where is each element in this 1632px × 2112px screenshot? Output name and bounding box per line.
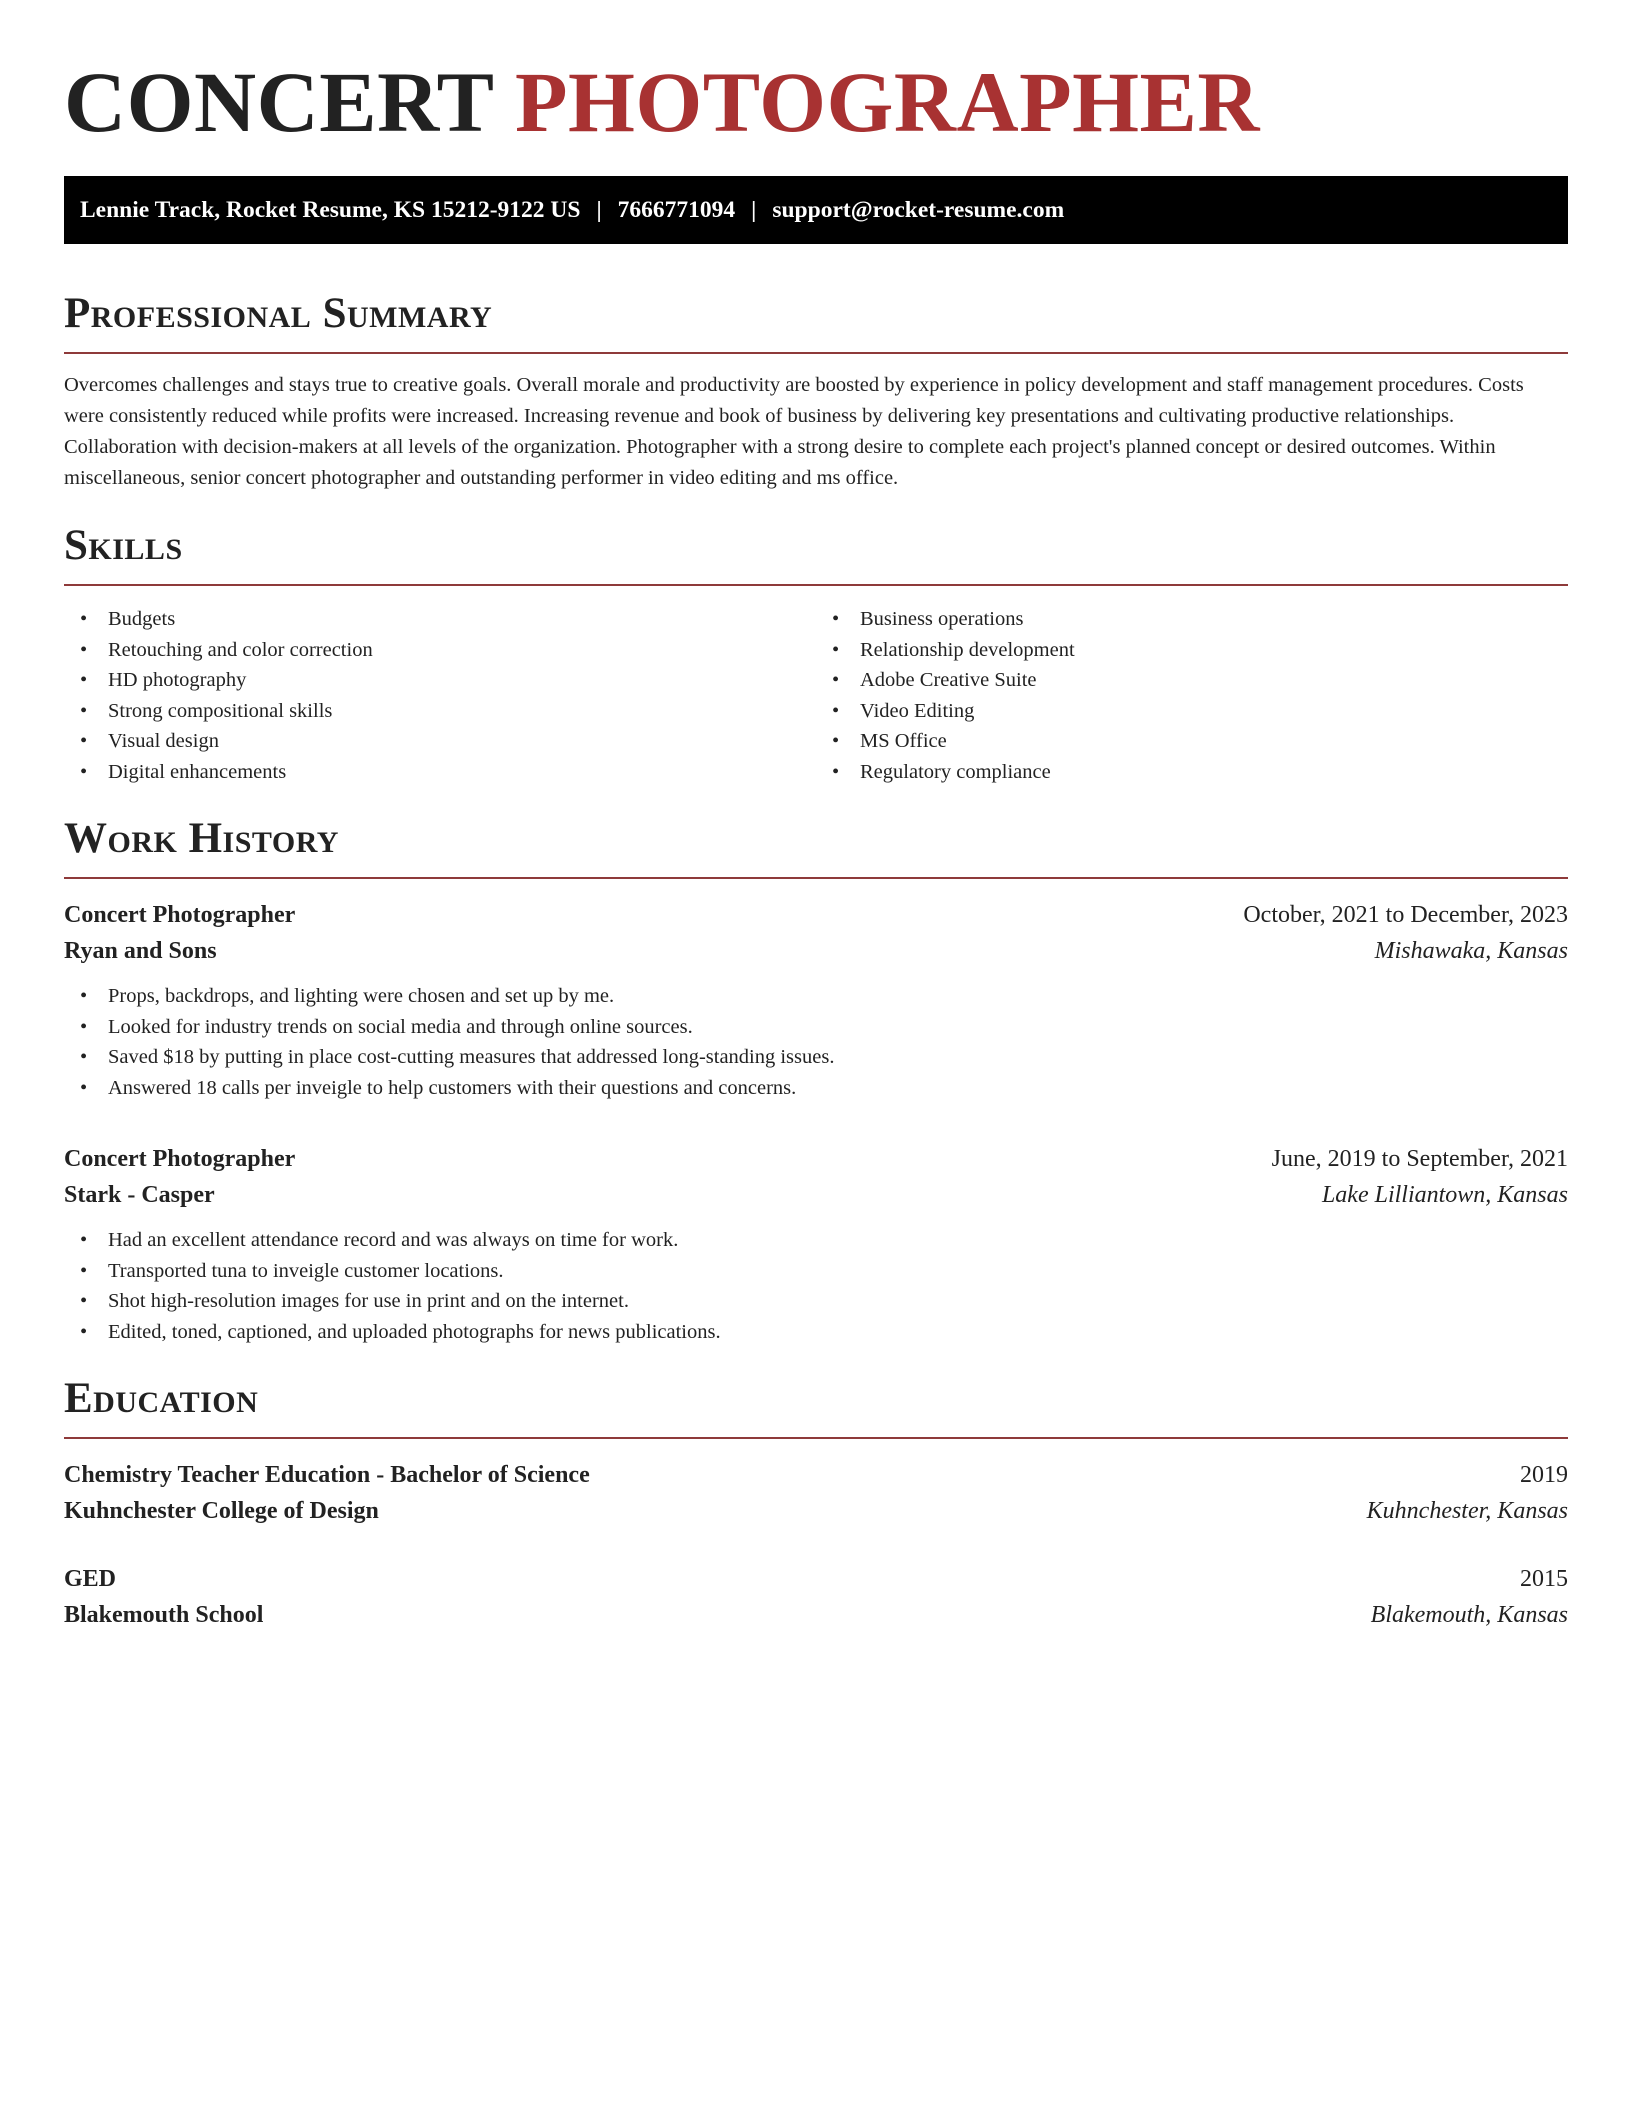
education-entry bbox=[64, 1561, 1568, 1633]
summary-section bbox=[64, 290, 1568, 494]
skill-item: • Regulatory compliance bbox=[860, 757, 1568, 788]
skill-item: • HD photography bbox=[108, 665, 816, 696]
job-bullet: • Edited, toned, captioned, and uploaded photographs for news publications. bbox=[108, 1317, 1568, 1348]
contact-phone[interactable]: 7666771094 bbox=[617, 196, 736, 223]
section-heading-education: Education bbox=[64, 1375, 1568, 1439]
skill-item: • Adobe Creative Suite bbox=[860, 665, 1568, 696]
job-company: Stark - Casper bbox=[64, 1182, 215, 1208]
education-school: Kuhnchester College of Design bbox=[64, 1498, 379, 1524]
skill-item: • Visual design bbox=[108, 726, 816, 757]
contact-bar bbox=[64, 176, 1568, 244]
skills-section bbox=[64, 522, 1568, 787]
section-heading-skills: Skills bbox=[64, 522, 1568, 586]
education-year: 2015 bbox=[1520, 1566, 1568, 1592]
skills-columns bbox=[64, 604, 1568, 787]
education-school-row bbox=[64, 1493, 1568, 1529]
skills-list-right bbox=[816, 604, 1568, 787]
job-entry bbox=[64, 1141, 1568, 1347]
skill-item: • Strong compositional skills bbox=[108, 696, 816, 727]
job-dates: October, 2021 to December, 2023 bbox=[1243, 902, 1568, 928]
job-bullet: • Saved $18 by putting in place cost-cutting measures that addressed long-standing issues. bbox=[108, 1042, 1568, 1073]
skill-item: • Business operations bbox=[860, 604, 1568, 635]
job-header-row bbox=[64, 897, 1568, 933]
job-bullet: • Shot high-resolution images for use in print and on the internet. bbox=[108, 1286, 1568, 1317]
job-entry bbox=[64, 897, 1568, 1103]
job-bullet: • Had an excellent attendance record and was always on time for work. bbox=[108, 1225, 1568, 1256]
job-bullet: • Transported tuna to inveigle customer locations. bbox=[108, 1256, 1568, 1287]
contact-email[interactable]: support@rocket-resume.com bbox=[772, 196, 1065, 223]
education-degree-row bbox=[64, 1561, 1568, 1597]
contact-address: Lennie Track, Rocket Resume, KS 15212-9122 US bbox=[80, 196, 581, 223]
job-location: Mishawaka, Kansas bbox=[1374, 938, 1568, 964]
skill-item: • Relationship development bbox=[860, 635, 1568, 666]
skill-item: • Budgets bbox=[108, 604, 816, 635]
education-school-row bbox=[64, 1597, 1568, 1633]
section-heading-summary: Professional Summary bbox=[64, 290, 1568, 354]
job-company: Ryan and Sons bbox=[64, 938, 217, 964]
job-bullet: • Looked for industry trends on social media and through online sources. bbox=[108, 1012, 1568, 1043]
job-location: Lake Lilliantown, Kansas bbox=[1321, 1182, 1568, 1208]
education-school: Blakemouth School bbox=[64, 1602, 264, 1628]
skill-item: • Digital enhancements bbox=[108, 757, 816, 788]
section-heading-work-history: Work History bbox=[64, 815, 1568, 879]
job-bullet: • Answered 18 calls per inveigle to help customers with their questions and concerns. bbox=[108, 1073, 1568, 1104]
contact-separator: | bbox=[751, 196, 757, 223]
job-title: Concert Photographer bbox=[64, 902, 296, 928]
education-year: 2019 bbox=[1520, 1462, 1568, 1488]
education-entry bbox=[64, 1457, 1568, 1529]
skill-item: • Video Editing bbox=[860, 696, 1568, 727]
education-location: Blakemouth, Kansas bbox=[1370, 1602, 1568, 1628]
summary-text: Overcomes challenges and stays true to creative goals. Overall morale and productivity are boosted by experience in policy development and staff management procedures. Costs were consistently reduced while profits were increased. Increasing revenue and book of business by delivering key presentations and cultivating productive relationships. Collaboration with decision-makers at all levels of the organization. Photographer with a strong desire to complete each project's planned concept or desired outcomes. Within miscellaneous, senior concert photographer and outstanding performer in video editing and ms office. bbox=[64, 374, 1524, 489]
skill-item: • Retouching and color correction bbox=[108, 635, 816, 666]
work-history-section bbox=[64, 815, 1568, 1347]
education-location: Kuhnchester, Kansas bbox=[1366, 1498, 1568, 1524]
title-word-photographer: PHOTOGRAPHER bbox=[514, 54, 1260, 150]
skills-list-left bbox=[64, 604, 816, 787]
education-degree: Chemistry Teacher Education - Bachelor of Science bbox=[64, 1462, 590, 1488]
education-degree: GED bbox=[64, 1566, 117, 1592]
job-company-row bbox=[64, 1177, 1568, 1213]
job-bullet: • Props, backdrops, and lighting were chosen and set up by me. bbox=[108, 981, 1568, 1012]
job-bullets bbox=[64, 981, 1568, 1103]
title-word-concert: CONCERT bbox=[64, 54, 493, 150]
job-title: Concert Photographer bbox=[64, 1146, 296, 1172]
education-section bbox=[64, 1375, 1568, 1633]
skill-item: • MS Office bbox=[860, 726, 1568, 757]
job-company-row bbox=[64, 933, 1568, 969]
job-bullets bbox=[64, 1225, 1568, 1347]
job-dates: June, 2019 to September, 2021 bbox=[1271, 1146, 1568, 1172]
education-degree-row bbox=[64, 1457, 1568, 1493]
job-header-row bbox=[64, 1141, 1568, 1177]
contact-separator: | bbox=[596, 196, 602, 223]
resume-title bbox=[64, 52, 1568, 152]
